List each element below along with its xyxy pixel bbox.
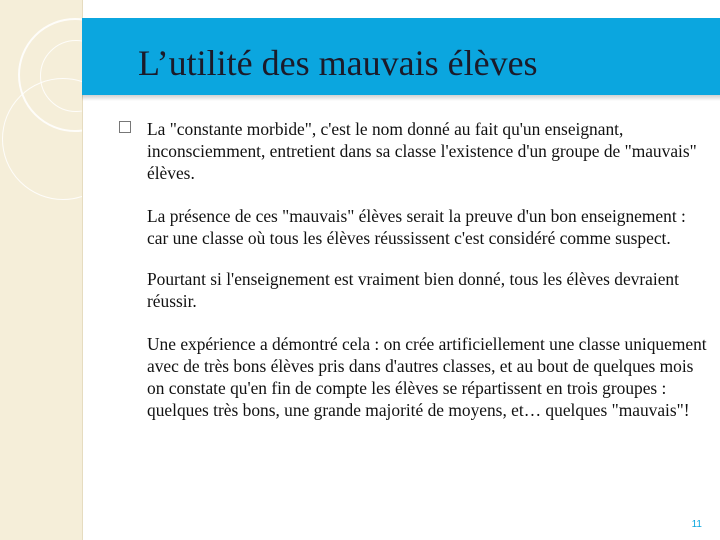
paragraph-text: La "constante morbide", c'est le nom donné au fait qu'un enseignant, inconsciemment, entretient dans sa classe l'existence d'un groupe de "mauvais" élèves. — [147, 119, 697, 183]
paragraph-text: Pourtant si l'enseignement est vraiment bien donné, tous les élèves devraient réussir. — [147, 269, 679, 311]
slide-title: L’utilité des mauvais élèves — [138, 43, 538, 83]
page-number: 11 — [691, 519, 702, 530]
paragraph-text: Une expérience a démontré cela : on crée artificiellement une classe uniquement avec de très bons élèves pris dans d'autres classes, et au bout de quelques mois on constate qu'en fin de compte les élèves se répartissent en trois groupes : quelques très bons, une grande majorité de moyens, et… quelques "mauvais"! — [147, 334, 707, 420]
paragraph-text: La présence de ces "mauvais" élèves serait la preuve d'un bon enseignement : car une classe où tous les élèves réussissent c'est considéré comme suspect. — [147, 206, 686, 248]
paragraph — [147, 205, 708, 249]
paragraph — [147, 333, 708, 421]
decorative-left-strip — [0, 0, 83, 540]
paragraph — [147, 118, 708, 184]
paragraph — [147, 268, 708, 312]
title-bar — [82, 18, 720, 95]
square-bullet-icon — [119, 121, 131, 133]
slide-content — [118, 118, 708, 421]
